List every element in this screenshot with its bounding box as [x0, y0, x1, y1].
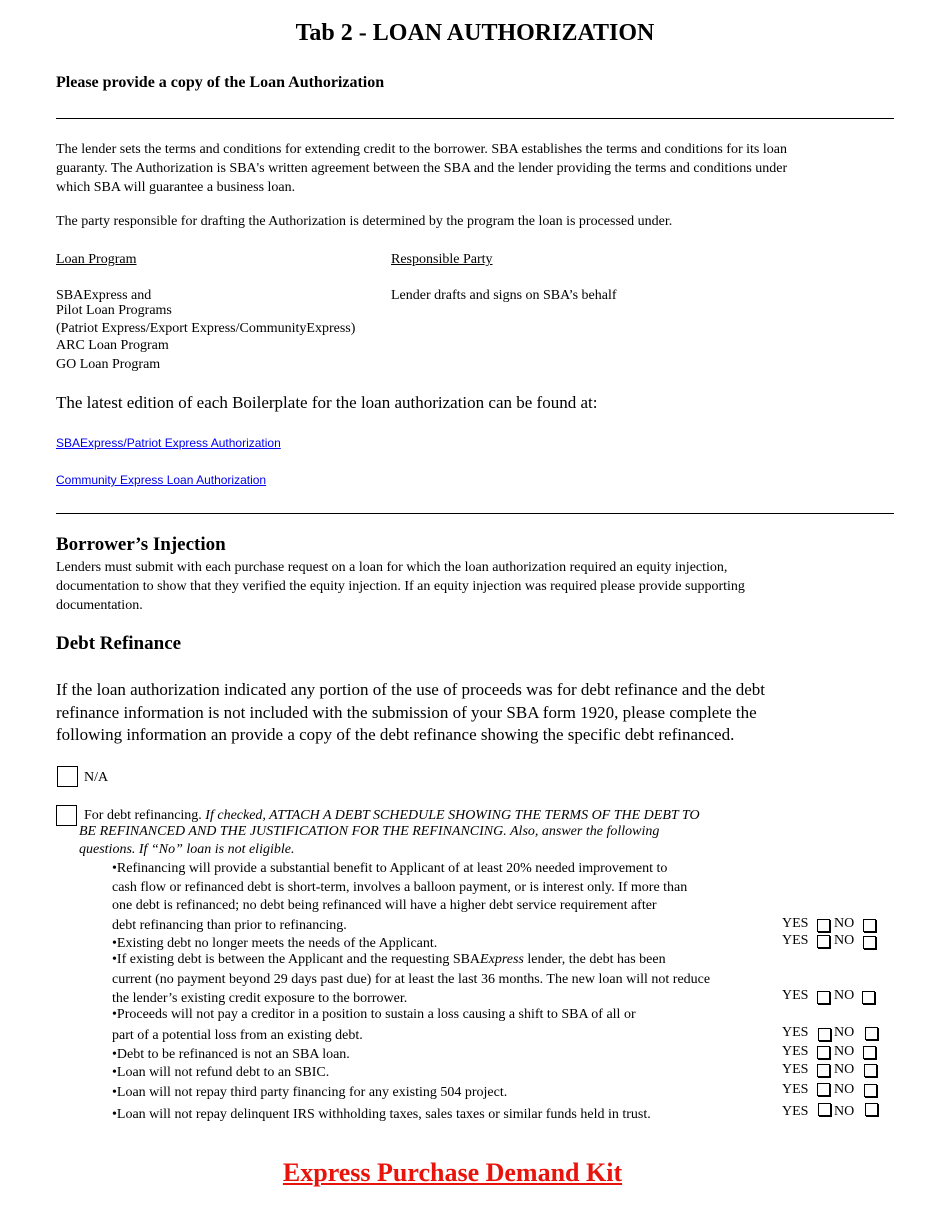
for-italic-2: BE REFINANCED AND THE JUSTIFICATION FOR THE REFINANCING. Also, answer the following [79, 824, 660, 839]
criterion-2-no-checkbox[interactable] [863, 936, 876, 949]
criterion-6-no-checkbox[interactable] [864, 1064, 877, 1077]
loan-program-header: Loan Program [56, 252, 137, 267]
yes-label: YES [782, 1025, 809, 1040]
divider [56, 513, 894, 514]
criterion-4-no-checkbox[interactable] [865, 1027, 878, 1040]
intro-line-3: which SBA will guarantee a business loan. [56, 180, 296, 195]
criterion-2: •Existing debt no longer meets the needs of the Applicant. [112, 936, 438, 951]
criterion-3-line-2: current (no payment beyond 29 days past due) for at least the last 36 months. The new loan will not reduce [112, 972, 711, 987]
criterion-7: •Loan will not repay third party financing for any existing 504 project. [112, 1085, 508, 1100]
criterion-4-yes-checkbox[interactable] [818, 1028, 831, 1041]
boilerplate-text: The latest edition of each Boilerplate for the loan authorization can be found at: [56, 393, 598, 412]
criterion-1-line-3: one debt is refinanced; no debt being refinanced will have a higher debt service requirement after [112, 898, 657, 913]
criterion-3-pre: •If existing debt is between the Applicant and the requesting SBA [112, 952, 481, 967]
yes-label: YES [782, 916, 809, 931]
page-title: Tab 2 - LOAN AUTHORIZATION [295, 20, 655, 46]
community-express-authorization-link[interactable]: Community Express Loan Authorization [56, 473, 267, 487]
criterion-3-yes-checkbox[interactable] [817, 991, 830, 1004]
for-label: For debt refinancing. [84, 808, 202, 823]
criterion-1-line-4: debt refinancing than prior to refinancing. [112, 918, 347, 933]
na-label: N/A [84, 770, 109, 785]
program-5: GO Loan Program [56, 357, 161, 372]
for-italic-3: questions. If “No” loan is not eligible. [79, 842, 295, 857]
criterion-1-line-2: cash flow or refinanced debt is short-term, involves a balloon payment, or is interest only. If more than [112, 880, 688, 895]
criterion-5-yes-checkbox[interactable] [817, 1046, 830, 1059]
yes-label: YES [782, 1082, 809, 1097]
injection-line-3: documentation. [56, 598, 143, 613]
no-label: NO [834, 1082, 855, 1097]
yes-label: YES [782, 1104, 809, 1119]
criterion-1-line-1: •Refinancing will provide a substantial benefit to Applicant of at least 20% needed improvement to [112, 861, 668, 876]
divider [56, 118, 894, 119]
criterion-8-no-checkbox[interactable] [865, 1103, 878, 1116]
page-subtitle: Please provide a copy of the Loan Authorization [56, 74, 385, 91]
refinance-lead-2: refinance information is not included with the submission of your SBA form 1920, please complete the [56, 703, 757, 722]
criterion-3-express: Express [480, 952, 524, 967]
yes-label: YES [782, 988, 809, 1003]
injection-heading: Borrower’s Injection [56, 534, 226, 555]
footer-title: Express Purchase Demand Kit [282, 1158, 623, 1187]
responsible-text: The party responsible for drafting the Authorization is determined by the program the loan is processed under. [56, 214, 673, 229]
no-label: NO [834, 1044, 855, 1059]
responsible-party-header: Responsible Party [391, 252, 493, 267]
criterion-8-yes-checkbox[interactable] [818, 1103, 831, 1116]
criterion-5: •Debt to be refinanced is not an SBA loan. [112, 1047, 350, 1062]
criterion-8: •Loan will not repay delinquent IRS withholding taxes, sales taxes or similar funds held in trust. [112, 1107, 651, 1122]
intro-line-2: guaranty. The Authorization is SBA's written agreement between the SBA and the lender providing the terms and conditions under [56, 161, 788, 176]
criterion-3-line-3: the lender’s existing credit exposure to the borrower. [112, 991, 408, 1006]
for-italic-1: If checked, ATTACH A DEBT SCHEDULE SHOWING THE TERMS OF THE DEBT TO [205, 808, 700, 823]
na-checkbox[interactable] [57, 766, 78, 787]
refinance-lead-1: If the loan authorization indicated any portion of the use of proceeds was for debt refinance and the debt [56, 680, 766, 699]
criterion-1-no-checkbox[interactable] [863, 919, 876, 932]
criterion-6-yes-checkbox[interactable] [817, 1064, 830, 1077]
debt-refinancing-checkbox[interactable] [56, 805, 77, 826]
responsible-party: Lender drafts and signs on SBA’s behalf [391, 288, 617, 303]
criterion-5-no-checkbox[interactable] [863, 1046, 876, 1059]
program-2: Pilot Loan Programs [56, 303, 172, 318]
criterion-3-no-checkbox[interactable] [862, 991, 875, 1004]
sbaexpress-authorization-link[interactable]: SBAExpress/Patriot Express Authorization [56, 436, 281, 450]
program-1: SBAExpress and [56, 288, 152, 303]
program-3: (Patriot Express/Export Express/CommunityExpress) [56, 321, 356, 336]
yes-label: YES [782, 1044, 809, 1059]
criterion-3-line-1 [112, 950, 666, 969]
no-label: NO [834, 1104, 855, 1119]
criterion-3-post: lender, the debt has been [523, 952, 666, 967]
yes-label: YES [782, 933, 809, 948]
criterion-1-yes-checkbox[interactable] [817, 919, 830, 932]
refinance-lead-3: following information an provide a copy of the debt refinance showing the specific debt refinanced. [56, 725, 735, 744]
criterion-7-no-checkbox[interactable] [864, 1084, 877, 1097]
criterion-4-line-1: •Proceeds will not pay a creditor in a position to sustain a loss causing a shift to SBA of all or [112, 1007, 636, 1022]
criterion-7-yes-checkbox[interactable] [817, 1083, 830, 1096]
no-label: NO [834, 933, 855, 948]
criterion-4-line-2: part of a potential loss from an existing debt. [112, 1028, 363, 1043]
program-4: ARC Loan Program [56, 338, 169, 353]
criterion-2-yes-checkbox[interactable] [817, 935, 830, 948]
criterion-6: •Loan will not refund debt to an SBIC. [112, 1065, 330, 1080]
no-label: NO [834, 1025, 855, 1040]
debt-refinance-heading: Debt Refinance [56, 633, 182, 654]
injection-line-1: Lenders must submit with each purchase request on a loan for which the loan authorization required an equity injection, [56, 560, 728, 575]
no-label: NO [834, 988, 855, 1003]
no-label: NO [834, 916, 855, 931]
intro-line-1: The lender sets the terms and conditions for extending credit to the borrower. SBA establishes the terms and conditions for its loan [56, 142, 787, 157]
no-label: NO [834, 1062, 855, 1077]
injection-line-2: documentation to show that they verified the equity injection. If an equity injection was required please provide supporting [56, 579, 745, 594]
yes-label: YES [782, 1062, 809, 1077]
